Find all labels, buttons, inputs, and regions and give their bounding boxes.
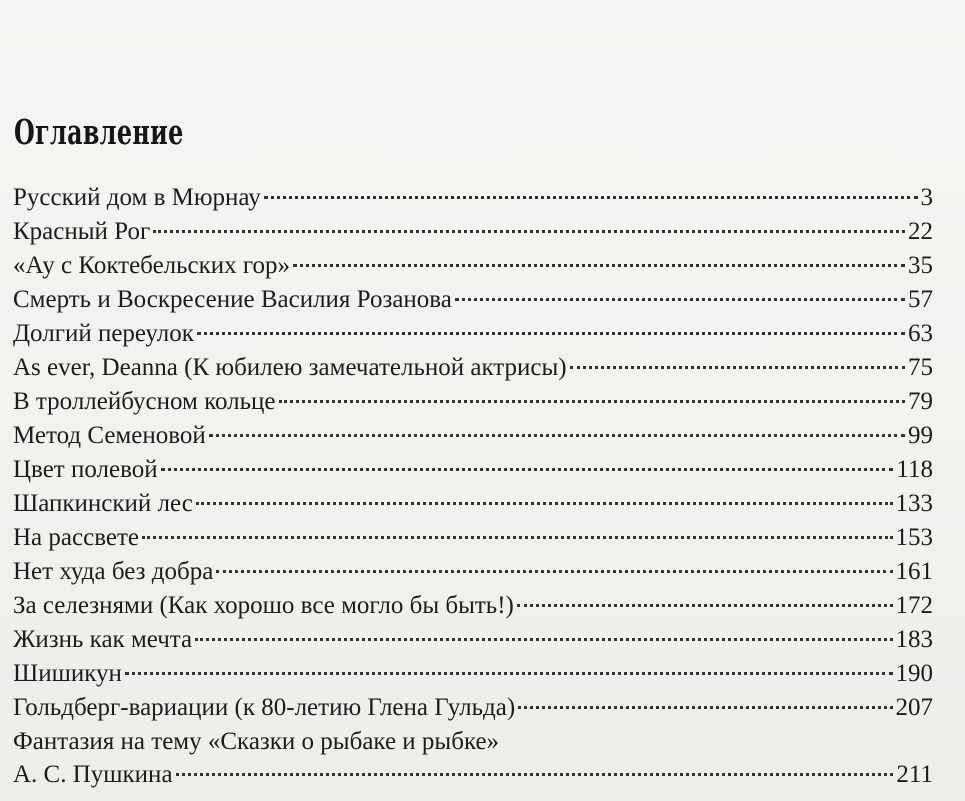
toc-entry <box>13 657 933 691</box>
dot-leader <box>196 502 893 505</box>
toc-entry-title: Жизнь как мечта <box>13 626 193 653</box>
dot-leader <box>279 400 906 403</box>
toc-page-number: 63 <box>908 320 933 347</box>
toc-entry-title: За селезнями (Как хорошо все могло бы быть!) <box>13 592 514 619</box>
toc-entry <box>13 555 933 589</box>
toc-entry-title: В троллейбусном кольце <box>13 388 276 415</box>
toc-page-number: 22 <box>908 218 933 245</box>
toc-page-number: 207 <box>895 694 933 721</box>
toc-entry <box>13 691 933 725</box>
table-of-contents <box>13 181 933 791</box>
dot-leader <box>161 468 894 471</box>
dot-leader <box>517 604 893 607</box>
dot-leader <box>209 434 905 437</box>
toc-page-number: 3 <box>920 184 933 211</box>
toc-page-number: 161 <box>895 558 933 585</box>
toc-page-number: 75 <box>908 354 933 381</box>
dot-leader <box>455 298 905 301</box>
dot-leader <box>195 638 892 641</box>
dot-leader <box>518 706 892 709</box>
dot-leader <box>293 264 905 267</box>
toc-entry <box>13 487 933 521</box>
toc-entry-title: Смерть и Воскресение Василия Розанова <box>13 286 452 313</box>
toc-entry-title: Шишикун <box>13 660 122 687</box>
dot-leader <box>176 773 894 776</box>
toc-entry-title: Гольдберг-вариации (к 80-летию Глена Гульда) <box>13 694 516 721</box>
toc-entry <box>13 521 933 555</box>
toc-page-number: 153 <box>895 524 933 551</box>
toc-page-number: 190 <box>895 660 933 687</box>
toc-entry <box>13 215 933 249</box>
toc-page-number: 57 <box>908 286 933 313</box>
toc-page-number: 133 <box>895 490 933 517</box>
toc-entry-title-continued: А. С. Пушкина <box>13 761 173 788</box>
dot-leader <box>216 570 892 573</box>
toc-page-number: 35 <box>908 252 933 279</box>
dot-leader <box>570 366 905 369</box>
toc-entry-title: Нет худа без добра <box>13 558 214 585</box>
toc-entry-title: На рассвете <box>13 524 139 551</box>
toc-entry-title: As ever, Deanna (К юбилею замечательной актрисы) <box>13 354 567 381</box>
toc-entry-title: Цвет полевой <box>13 456 158 483</box>
dot-leader <box>125 672 893 675</box>
dot-leader <box>153 230 905 233</box>
toc-entry <box>13 283 933 317</box>
toc-entry-line <box>13 758 933 791</box>
dot-leader <box>197 332 905 335</box>
toc-entry-title: Метод Семеновой <box>13 422 206 449</box>
toc-entry <box>13 419 933 453</box>
toc-entry-title: Фантазия на тему «Сказки о рыбаке и рыбке» <box>13 728 500 755</box>
toc-entry-title: Долгий переулок <box>13 320 194 347</box>
toc-heading: Оглавление <box>14 112 184 153</box>
dot-leader <box>142 536 893 539</box>
toc-entry-line <box>13 725 933 758</box>
toc-page-number: 211 <box>896 761 933 788</box>
toc-entry <box>13 249 933 283</box>
toc-entry <box>13 351 933 385</box>
toc-page-number: 79 <box>908 388 933 415</box>
toc-page-number: 172 <box>895 592 933 619</box>
toc-page-number: 118 <box>896 456 933 483</box>
toc-entry <box>13 385 933 419</box>
toc-entry <box>13 181 933 215</box>
toc-entry <box>13 589 933 623</box>
toc-entry <box>13 623 933 657</box>
toc-entry <box>13 317 933 351</box>
dot-leader <box>264 196 918 199</box>
toc-page-number: 99 <box>908 422 933 449</box>
toc-entry-title: Шапкинский лес <box>13 490 193 517</box>
toc-entry-title: Русский дом в Мюрнау <box>13 184 261 211</box>
toc-entry-title: Красный Рог <box>13 218 151 245</box>
toc-entry <box>13 453 933 487</box>
toc-entry-title: «Ау с Коктебельских гор» <box>13 252 291 279</box>
toc-entry-multiline <box>13 725 933 791</box>
toc-page-number: 183 <box>895 626 933 653</box>
